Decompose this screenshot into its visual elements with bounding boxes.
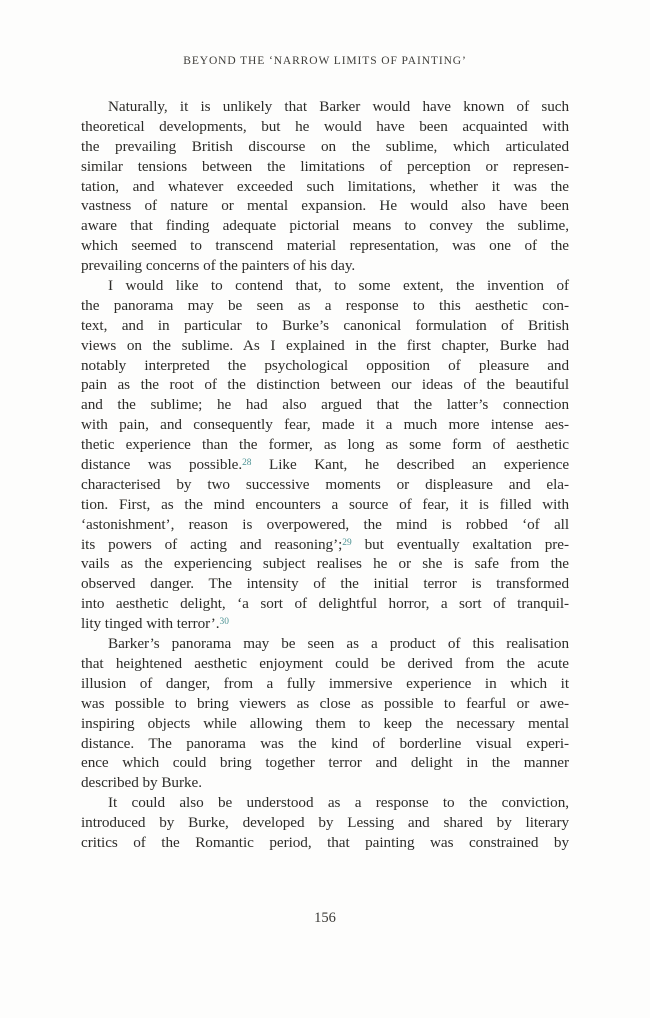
text-line: notably interpreted the psychological opposition of pleasure and [81,356,569,374]
footnote-ref[interactable]: 29 [342,537,352,548]
running-header: BEYOND THE ‘NARROW LIMITS OF PAINTING’ [183,55,467,67]
text-line: that heightened aesthetic enjoyment could be derived from the acute [81,654,569,672]
text-line: observed danger. The intensity of the initial terror is transformed [81,575,569,593]
paragraph [81,634,569,793]
text-line: thetic experience than the former, as long as some form of aesthetic [81,436,569,454]
text-line: introduced by Burke, developed by Lessing and shared by literary [81,814,569,832]
text-line: distance. The panorama was the kind of borderline visual experi- [81,734,569,752]
text-line: with pain, and consequently fear, made it a much more intense aes- [81,416,569,434]
text-line: vails as the experiencing subject realises he or she is safe from the [81,555,569,573]
text-line: and the sublime; he had also argued that the latter’s connection [81,396,569,414]
text-line: critics of the Romantic period, that painting was constrained by [81,833,569,851]
text-line: ‘astonishment’, reason is overpowered, the mind is robbed ‘of all [81,515,569,533]
text-line: prevailing concerns of the painters of his day. [81,257,356,275]
text-line: which seemed to transcend material representation, was one of the [81,237,569,255]
paragraph [81,276,569,634]
text-line: views on the sublime. As I explained in the first chapter, Burke had [81,336,569,354]
body-text [81,97,569,853]
text-line: Barker’s panorama may be seen as a product of this realisation [108,635,569,653]
text-line: vastness of nature or mental expansion. He would also have been [81,197,569,215]
text-line: tion. First, as the mind encounters a source of fear, it is filled with [81,495,569,513]
page-number: 156 [314,910,336,926]
text-line: the panorama may be seen as a response to this aesthetic con- [81,296,569,314]
text-line: distance was possible.$^{28}$ Like Kant, he described an experience [81,456,570,474]
text-line: I would like to contend that, to some extent, the invention of [108,277,569,295]
text-line: text, and in particular to Burke’s canonical formulation of British [81,316,569,334]
text-line: lity tinged with terror’.$^{30}$ [81,615,229,633]
text-line: ence which could bring together terror and delight in the manner [81,754,569,772]
footnote-ref[interactable]: 28 [242,458,252,469]
text-line: described by Burke. [81,774,202,792]
text-line: tation, and whatever exceeded such limitations, whether it was the [81,177,569,195]
text-line: the prevailing British discourse on the sublime, which articulated [81,137,569,155]
text-line: pain as the root of the distinction between our ideas of the beautiful [81,376,569,394]
text-line: characterised by two successive moments or displeasure and ela- [81,475,569,493]
paragraph [81,97,569,276]
text-line: Naturally, it is unlikely that Barker would have known of such [108,98,569,115]
text-line: similar tensions between the limitations of perception or represen- [81,157,569,175]
text-line: It could also be understood as a response to the conviction, [108,794,569,812]
text-line: was possible to bring viewers as close as possible to fearful or awe- [81,694,569,712]
text-line: its powers of acting and reasoning’;$^{29}$ but eventually exaltation pre- [81,535,569,553]
text-line: aware that finding adequate pictorial means to convey the sublime, [81,217,569,235]
text-line: illusion of danger, from a fully immersive experience in which it [81,674,569,692]
footnote-ref[interactable]: 30 [219,617,229,628]
paragraph [81,793,569,853]
text-line: inspiring objects while allowing them to keep the necessary mental [81,714,569,732]
text-line: into aesthetic delight, ‘a sort of delightful horror, a sort of tranquil- [81,595,569,613]
text-line: theoretical developments, but he would have been acquainted with [81,117,569,135]
